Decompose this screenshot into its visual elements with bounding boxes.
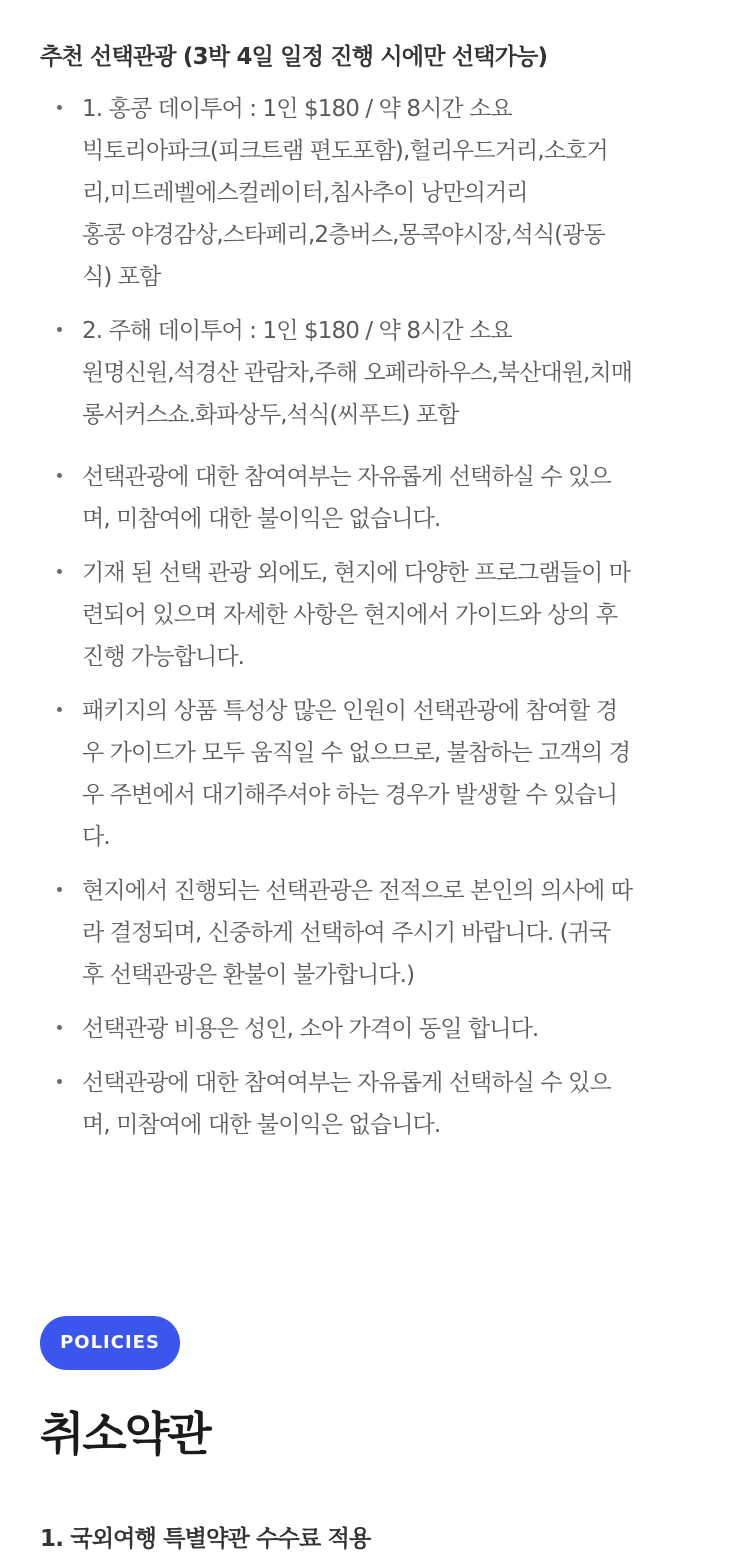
list-item-text: 홍콩 야경감상,스타페리,2층버스,몽콕야시장,석식(광동 bbox=[82, 222, 605, 248]
list-item-text: 식) 포함 bbox=[82, 264, 161, 290]
list-item-text: 리,미드레벨에스컬레이터,침사추이 낭만의거리 bbox=[82, 180, 528, 206]
list-item-text: 련되어 있으며 자세한 사항은 현지에서 가이드와 상의 후 bbox=[82, 602, 618, 628]
list-item-text: 패키지의 상품 특성상 많은 인원이 선택관광에 참여할 경 bbox=[82, 698, 618, 724]
list-item-text: 우 가이드가 모두 움직일 수 없으므로, 불참하는 고객의 경 bbox=[82, 740, 631, 766]
list-item-text: 다. bbox=[82, 824, 110, 850]
list-item-text: 기재 된 선택 관광 외에도, 현지에 다양한 프로그램들이 마 bbox=[82, 560, 631, 586]
bullet-dot-icon bbox=[57, 327, 62, 332]
bullet-dot-icon bbox=[57, 105, 62, 110]
list-item-text: 며, 미참여에 대한 불이익은 없습니다. bbox=[82, 1112, 441, 1138]
list-item-text: 1. 홍콩 데이투어 : 1인 $180 / 약 8시간 소요 bbox=[82, 96, 512, 122]
list-item-text: 며, 미참여에 대한 불이익은 없습니다. bbox=[82, 506, 441, 532]
bullet-dot-icon bbox=[57, 1079, 62, 1084]
bullet-dot-icon bbox=[57, 569, 62, 574]
list-item-text: 라 결정되며, 신중하게 선택하여 주시기 바랍니다. (귀국 bbox=[82, 920, 611, 946]
list-item-text: 선택관광에 대한 참여여부는 자유롭게 선택하실 수 있으 bbox=[82, 464, 611, 490]
bullet-dot-icon bbox=[57, 1025, 62, 1030]
list-item-text: 진행 가능합니다. bbox=[82, 644, 245, 670]
list-item-text: 우 주변에서 대기해주셔야 하는 경우가 발생할 수 있습니 bbox=[82, 782, 618, 808]
bullet-dot-icon bbox=[57, 707, 62, 712]
list-item-text: 선택관광 비용은 성인, 소아 가격이 동일 합니다. bbox=[82, 1016, 539, 1042]
bullet-dot-icon bbox=[57, 887, 62, 892]
page-title: 취소약관 bbox=[40, 1407, 210, 1461]
policies-badge[interactable]: POLICIES bbox=[40, 1316, 180, 1370]
list-item-text: 후 선택관광은 환불이 불가합니다.) bbox=[82, 962, 415, 988]
bullet-dot-icon bbox=[57, 473, 62, 478]
optional-tours-heading: 추천 선택관광 (3박 4일 일정 진행 시에만 선택가능) bbox=[40, 44, 548, 70]
list-item-text: 원명신원,석경산 관람차,주해 오페라하우스,북산대원,치매 bbox=[82, 360, 633, 386]
list-item-text: 현지에서 진행되는 선택관광은 전적으로 본인의 의사에 따 bbox=[82, 878, 633, 904]
list-item-text: 선택관광에 대한 참여여부는 자유롭게 선택하실 수 있으 bbox=[82, 1070, 611, 1096]
policy-sub-heading: 1. 국외여행 특별약관 수수료 적용 bbox=[40, 1526, 371, 1552]
list-item-text: 2. 주해 데이투어 : 1인 $180 / 약 8시간 소요 bbox=[82, 318, 512, 344]
list-item-text: 롱서커스쇼.화파상두,석식(씨푸드) 포함 bbox=[82, 402, 459, 428]
list-item-text: 빅토리아파크(피크트램 편도포함),헐리우드거리,소호거 bbox=[82, 138, 608, 164]
